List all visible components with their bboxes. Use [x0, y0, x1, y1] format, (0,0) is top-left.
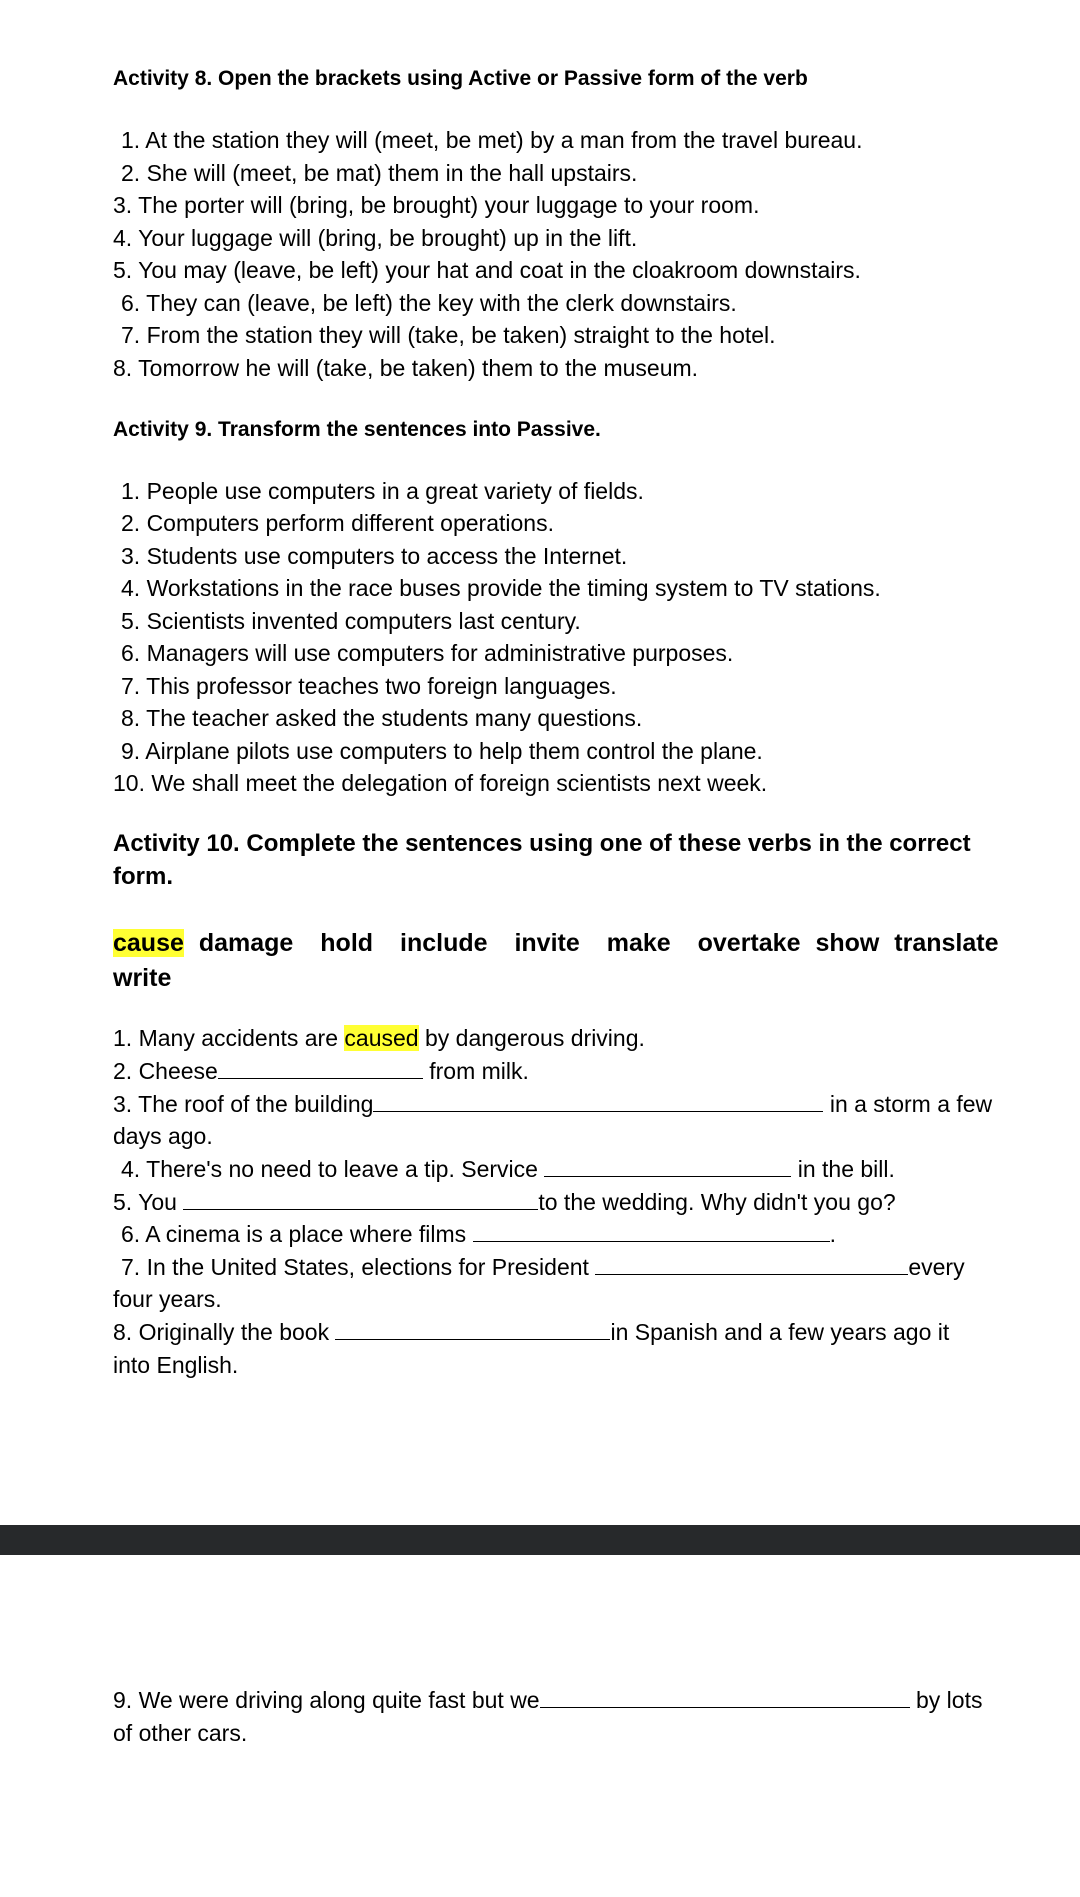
page-separator: [0, 1525, 1080, 1555]
answer-blank[interactable]: [595, 1253, 908, 1275]
exercise-sentence-8: [113, 1317, 949, 1347]
sentence-continuation: days ago.: [113, 1123, 213, 1149]
activity-8-item: 6. They can (leave, be left) the key with the clerk downstairs.: [121, 290, 737, 316]
word-bank-word: show: [815, 929, 880, 957]
exercise-sentence-6: [121, 1219, 836, 1249]
activity-9-item: 8. The teacher asked the students many questions.: [121, 705, 643, 731]
exercise-sentence-9: [113, 1685, 982, 1715]
sentence-text: by lots: [909, 1687, 983, 1713]
answer-blank[interactable]: [540, 1686, 910, 1708]
answer-blank[interactable]: [373, 1090, 823, 1112]
activity-8-item: 2. She will (meet, be mat) them in the hall upstairs.: [121, 160, 638, 186]
sentence-text: in Spanish and a few years ago it: [610, 1319, 950, 1345]
word-bank-word: cause: [113, 929, 184, 957]
sentence-continuation: into English.: [113, 1352, 239, 1378]
activity-9-item: 3. Students use computers to access the Internet.: [121, 543, 628, 569]
activity-9-item: 6. Managers will use computers for administrative purposes.: [121, 640, 734, 666]
sentence-text: from milk.: [422, 1058, 529, 1084]
exercise-sentence-4: [121, 1154, 895, 1184]
sentence-text: .: [829, 1221, 836, 1247]
activity-8-item: 7. From the station they will (take, be taken) straight to the hotel.: [121, 322, 776, 348]
word-bank: [113, 926, 999, 960]
word-bank-word: include: [400, 929, 488, 957]
sentence-text: 7. In the United States, elections for President: [121, 1254, 596, 1280]
sentence-text: by dangerous driving.: [418, 1025, 645, 1051]
activity-8-item: 1. At the station they will (meet, be met) by a man from the travel bureau.: [121, 127, 863, 153]
sentence-text: 4. There's no need to leave a tip. Service: [121, 1156, 545, 1182]
word-bank-word: translate: [894, 929, 999, 957]
exercise-sentence-2: [113, 1056, 529, 1086]
activity-9-item: 4. Workstations in the race buses provide the timing system to TV stations.: [121, 575, 881, 601]
sentence-continuation: four years.: [113, 1286, 222, 1312]
word-bank-word: damage: [198, 929, 294, 957]
answer-blank[interactable]: [218, 1057, 423, 1079]
word-bank-word: write: [113, 964, 172, 992]
sentence-text: every: [908, 1254, 965, 1280]
exercise-sentence-3: [113, 1089, 992, 1119]
sentence-text: to the wedding. Why didn't you go?: [538, 1189, 896, 1215]
activity-9-item: 10. We shall meet the delegation of foreign scientists next week.: [113, 770, 768, 796]
word-bank-word: overtake: [697, 929, 801, 957]
activity-8-item: 8. Tomorrow he will (take, be taken) them to the museum.: [113, 355, 699, 381]
sentence-text: 1. Many accidents are: [113, 1025, 345, 1051]
activity-9-item: 1. People use computers in a great variety of fields.: [121, 478, 644, 504]
activity-9-item: 5. Scientists invented computers last century.: [121, 608, 581, 634]
word-bank-word: make: [606, 929, 671, 957]
answer-blank[interactable]: [544, 1155, 791, 1177]
answer-highlight: caused: [344, 1025, 419, 1051]
sentence-text: 3. The roof of the building: [113, 1091, 374, 1117]
sentence-text: 6. A cinema is a place where films: [121, 1221, 473, 1247]
activity-10-title-cont: form.: [113, 863, 173, 890]
answer-blank[interactable]: [335, 1318, 610, 1340]
sentence-text: in a storm a few: [823, 1091, 993, 1117]
activity-9-item: 7. This professor teaches two foreign languages.: [121, 673, 617, 699]
activity-10-title: Activity 10. Complete the sentences using one of these verbs in the correct: [113, 830, 971, 857]
worksheet-page-2: [0, 1555, 1080, 1897]
exercise-sentence-5: [113, 1187, 896, 1217]
sentence-continuation: of other cars.: [113, 1720, 248, 1746]
activity-9-item: 9. Airplane pilots use computers to help them control the plane.: [121, 738, 763, 764]
exercise-sentence-1: [113, 1023, 645, 1053]
activity-8-item: 4. Your luggage will (bring, be brought) up in the lift.: [113, 225, 638, 251]
activity-8-item: 3. The porter will (bring, be brought) your luggage to your room.: [113, 192, 760, 218]
activity-9-item: 2. Computers perform different operations.: [121, 510, 554, 536]
activity-8-title: Activity 8. Open the brackets using Active or Passive form of the verb: [113, 67, 808, 90]
exercise-sentence-7: [121, 1252, 965, 1282]
answer-blank[interactable]: [473, 1220, 830, 1242]
sentence-text: 9. We were driving along quite fast but we: [113, 1687, 540, 1713]
activity-8-item: 5. You may (leave, be left) your hat and coat in the cloakroom downstairs.: [113, 257, 861, 283]
word-bank-word: hold: [320, 929, 374, 957]
activity-9-title: Activity 9. Transform the sentences into Passive.: [113, 418, 601, 441]
sentence-text: 5. You: [113, 1189, 184, 1215]
sentence-text: 2. Cheese: [113, 1058, 218, 1084]
sentence-text: in the bill.: [791, 1156, 895, 1182]
sentence-text: 8. Originally the book: [113, 1319, 336, 1345]
answer-blank[interactable]: [183, 1188, 538, 1210]
word-bank-word: invite: [514, 929, 580, 957]
